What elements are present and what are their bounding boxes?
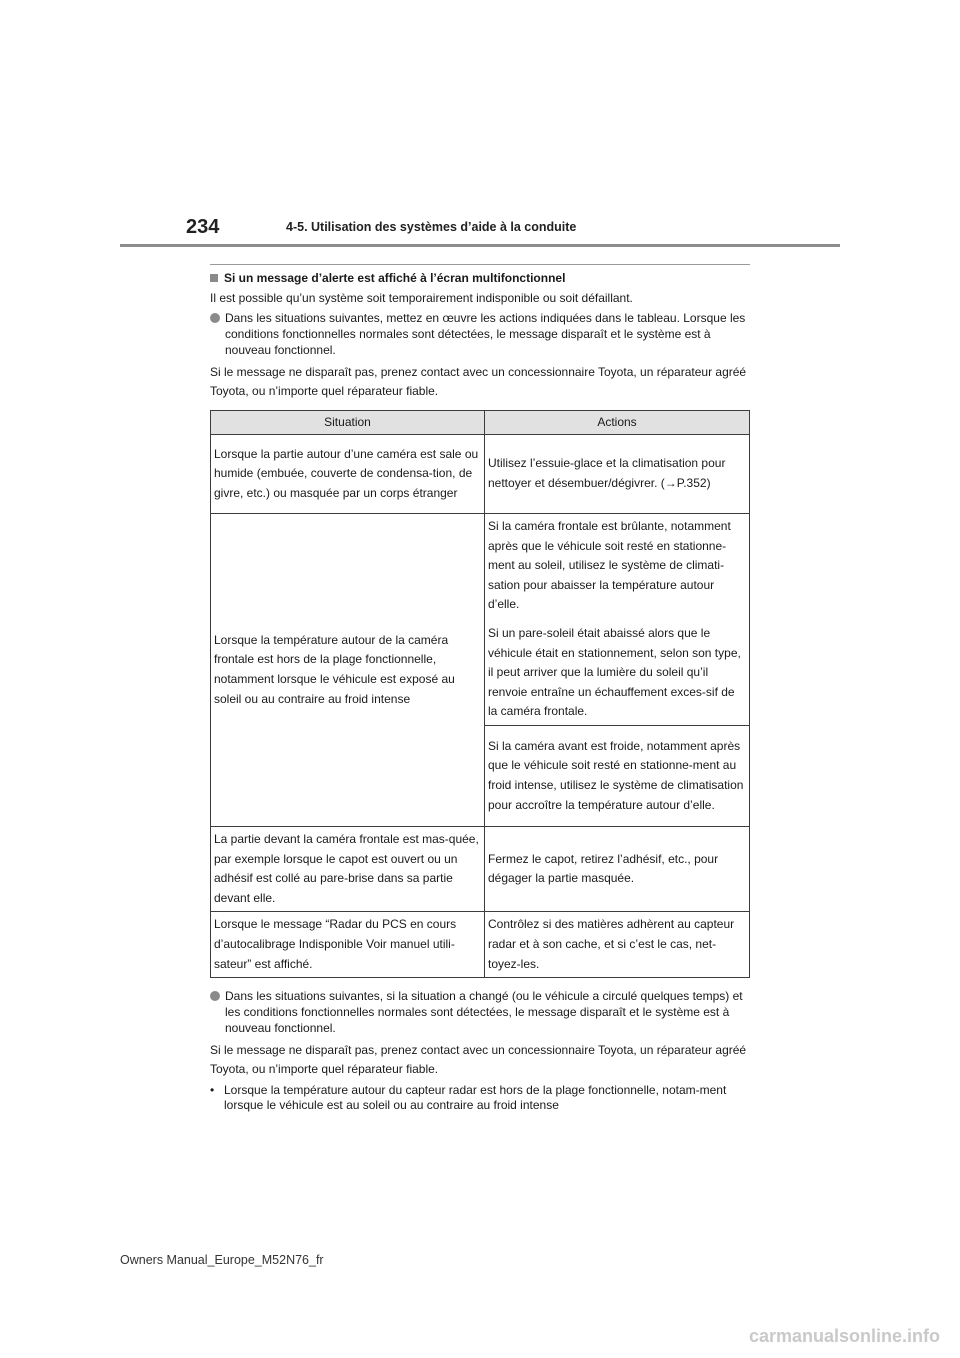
situation-text: Lorsque la partie autour d’une caméra est sale ou humide (embuée, couverte de condensa-tion, de givre, etc.) ou masquée par un corps étranger [214,446,479,500]
action-text: Utilisez l’essuie-glace et la climatisation pour nettoyer et désembuer/dégivrer. (→P.352) [488,456,726,490]
alert-heading [210,269,750,287]
main-content [210,264,750,1113]
situation-cell [211,826,485,911]
table-row [211,912,750,978]
action-cell [485,514,750,726]
page-header [120,214,840,246]
situation-cell [211,912,485,978]
table-header-row [211,411,750,435]
sub-bullet-item [210,1083,750,1113]
situation-actions-table [210,410,750,978]
footer-text: Owners Manual_Europe_M52N76_fr [120,1253,324,1267]
intro-paragraph: Il est possible qu’un système soit temporairement indisponible ou soit défaillant. [210,291,633,305]
watermark: carmanualsonline.info [748,1326,940,1346]
situation-text: Lorsque le message “Radar du PCS en cours d’autocalibrage Indisponible Voir manuel utili-sateur” est affiché. [214,917,457,971]
table-row [211,435,750,514]
situation-cell [211,514,485,827]
action-cell [485,435,750,514]
action-text: Contrôlez si des matières adhèrent au capteur radar et à son cache, et si c’est le cas, net-toyez-les. [488,917,735,971]
bullet-item [210,310,750,358]
contact-paragraph: Si le message ne disparaît pas, prenez contact avec un concessionnaire Toyota, un réparateur agréé Toyota, ou n’importe quel réparateur fiable. [210,365,747,398]
action-text: Fermez le capot, retirez l’adhésif, etc., pour dégager la partie masquée. [488,851,719,886]
table-row [211,514,750,726]
circle-bullet-icon [210,313,220,323]
situation-cell [211,435,485,514]
bullet-text: Dans les situations suivantes, mettez en œuvre les actions indiquées dans le tableau. Lorsque les conditions fonctionnelles normales sont détectées, le message disparaît et le système est à nouveau fonctionnel. [225,311,746,357]
action-cell [485,826,750,911]
action-text: Si la caméra frontale est brûlante, notamment après que le véhicule soit resté en stationne-ment au soleil, utilisez le système de climati-sation pour abaisser la température autour d’elle. [488,519,731,612]
section-divider [210,264,750,265]
circle-bullet-icon [210,991,220,1001]
table-row [211,826,750,911]
bullet-mark: • [210,1083,215,1098]
sub-bullet-text: Lorsque la température autour du capteur radar est hors de la plage fonctionnelle, notam-ment lorsque le véhicule est au soleil ou au contraire au froid intense [224,1083,727,1113]
square-bullet-icon [210,274,218,282]
action-cell [485,725,750,826]
contact-paragraph: Si le message ne disparaît pas, prenez contact avec un concessionnaire Toyota, un réparateur agréé Toyota, ou n’importe quel réparateur fiable. [210,1043,747,1077]
bullet-text: Dans les situations suivantes, si la situation a changé (ou le véhicule a circulé quelques temps) et les conditions fonctionnelles normales sont détectées, le message disparaît et le système est à nouveau fonctionnel. [225,989,743,1036]
action-cell [485,912,750,978]
section-title: 4-5. Utilisation des systèmes d’aide à la conduite [286,220,577,234]
alert-heading-text: Si un message d’alerte est affiché à l’écran multifonctionnel [224,271,566,285]
header-actions: Actions [485,411,750,435]
situation-text: Lorsque la température autour de la caméra frontale est hors de la plage fonctionnelle, notamment lorsque le véhicule est exposé au soleil ou au contraire au froid intense [214,632,455,706]
action-text: Si la caméra avant est froide, notamment après que le véhicule soit resté en stationne-ment au froid intense, utilisez le système de climatisation pour accroître la température autour d’elle. [488,738,744,812]
header-situation: Situation [211,411,485,435]
bullet-item [210,988,750,1036]
situation-text: La partie devant la caméra frontale est mas-quée, par exemple lorsque le capot est ouvert ou un adhésif est collé au pare-brise dans sa partie devant elle. [214,831,479,905]
page-number: 234 [186,216,220,238]
header-divider [120,244,840,247]
after-table-section [210,988,750,1113]
action-text: Si un pare-soleil était abaissé alors que le véhicule était en stationnement, selon son type, il peut arriver que la lumière du soleil qu’il renvoie entraîne un échauffement exces-sif de la caméra frontale. [488,625,741,719]
